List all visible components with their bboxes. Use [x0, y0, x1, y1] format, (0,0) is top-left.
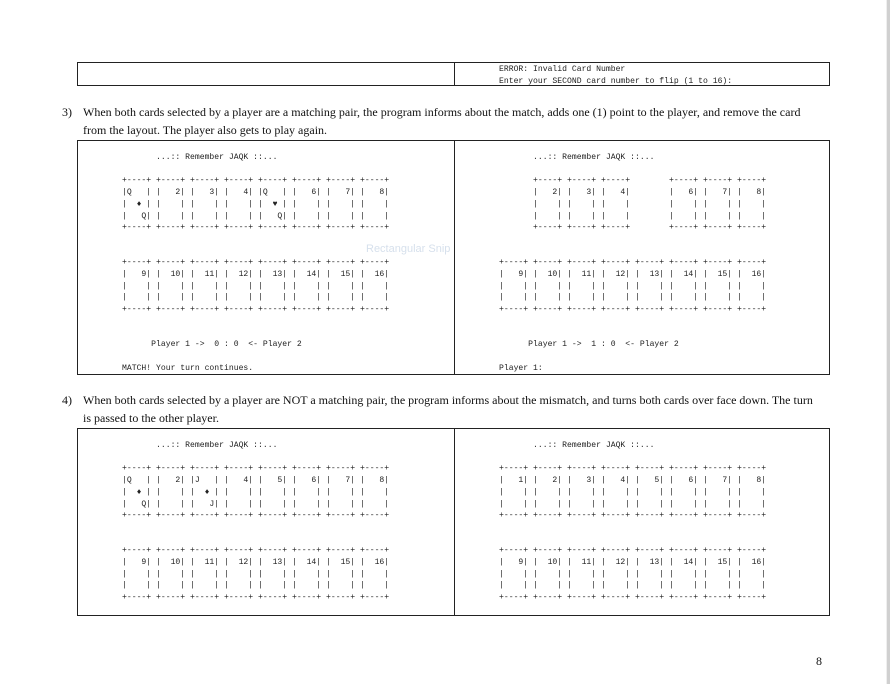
- console-output: ...:: Remember JAQK ::... +----+ +----+ +----+ +----+ +----+ +----+ | 2| | 3| | 4| | 6| | 7| | 8| | | | | | | | | | | | | | | | | | | | | | | | | +----+ +----+ +----+ +----+ +----+ +----+ +----+ +----+ +----+ +----+ +----+ +----+ +----+ +----+ | 9| | 10| | 11| | 12| | 13| | 14| | 15| | 16| | | | | | | | | | | | | | | | | | | | | | | | | | | | | | | | | +----+ +----+ +----+ +----+ +----+ +----+ +----+ +----+ Player 1 -> 1 : 0 <- Player 2 Player 1:: [499, 153, 767, 373]
- step-4-screenshot-table: [77, 428, 830, 616]
- console-output: ...:: Remember JAQK ::... +----+ +----+ +----+ +----+ +----+ +----+ +----+ +----+ |Q | | 2| | 3| | 4| |Q | | 6| | 7| | 8| | ♦ | | | | | | | | ♥ | | | | | | | | Q| | | | | | | | Q| | | | | | | +----+ +----+ +----+ +----+ +----+ +----+ +----+ +----+ +----+ +----+ +----+ +----+ +----+ +----+ +----+ +----+ | 9| | 10| | 11| | 12| | 13| | 14| | 15| | 16| | | | | | | | | | | | | | | | | | | | | | | | | | | | | | | | | +----+ +----+ +----+ +----+ +----+ +----+ +----+ +----+ Player 1 -> 0 : 0 <- Player 2 MATCH! Your turn continues.: [122, 153, 390, 373]
- watermark-logo: Rectangular Snip: [366, 243, 451, 255]
- step-text: When both cards selected by a player are NOT a matching pair, the program informs about the mismatch, and turns both cards over face down. The turn is passed to the other player.: [83, 393, 813, 425]
- step-number: 3): [62, 105, 72, 119]
- console-output: ERROR: Invalid Card Number Enter your SECOND card number to flip (1 to 16):: [499, 65, 733, 85]
- step-3-left-console: [78, 141, 454, 374]
- step-3-screenshot-table: [77, 140, 830, 375]
- console-output: ...:: Remember JAQK ::... +----+ +----+ +----+ +----+ +----+ +----+ +----+ +----+ | 1| | 2| | 3| | 4| | 5| | 6| | 7| | 8| | | | | | | | | | | | | | | | | | | | | | | | | | | | | | | | | +----+ +----+ +----+ +----+ +----+ +----+ +----+ +----+ +----+ +----+ +----+ +----+ +----+ +----+ +----+ +----+ | 9| | 10| | 11| | 12| | 13| | 14| | 15| | 16| | | | | | | | | | | | | | | | | | | | | | | | | | | | | | | | | +----+ +----+ +----+ +----+ +----+ +----+ +----+ +----+: [499, 441, 767, 603]
- step-4-right-console: [455, 429, 829, 615]
- top-table-right-cell: [455, 63, 829, 85]
- step-4-left-console: [78, 429, 454, 615]
- step-3-right-console: [455, 141, 829, 374]
- top-table-left-cell: [78, 63, 454, 85]
- page-number: 8: [816, 654, 822, 668]
- top-screenshot-table: [77, 62, 830, 86]
- console-output: ...:: Remember JAQK ::... +----+ +----+ +----+ +----+ +----+ +----+ +----+ +----+ |Q | | 2| |J | | 4| | 5| | 6| | 7| | 8| | ♦ | | | | ♦ | | | | | | | | | | | | Q| | | | J| | | | | | | | | | | +----+ +----+ +----+ +----+ +----+ +----+ +----+ +----+ +----+ +----+ +----+ +----+ +----+ +----+ +----+ +----+ | 9| | 10| | 11| | 12| | 13| | 14| | 15| | 16| | | | | | | | | | | | | | | | | | | | | | | | | | | | | | | | | +----+ +----+ +----+ +----+ +----+ +----+ +----+ +----+: [122, 441, 390, 603]
- step-number: 4): [62, 393, 72, 407]
- step-text: When both cards selected by a player are a matching pair, the program informs about the match, adds one (1) point to the player, and remove the card from the layout. The player also gets to play again.: [83, 105, 801, 137]
